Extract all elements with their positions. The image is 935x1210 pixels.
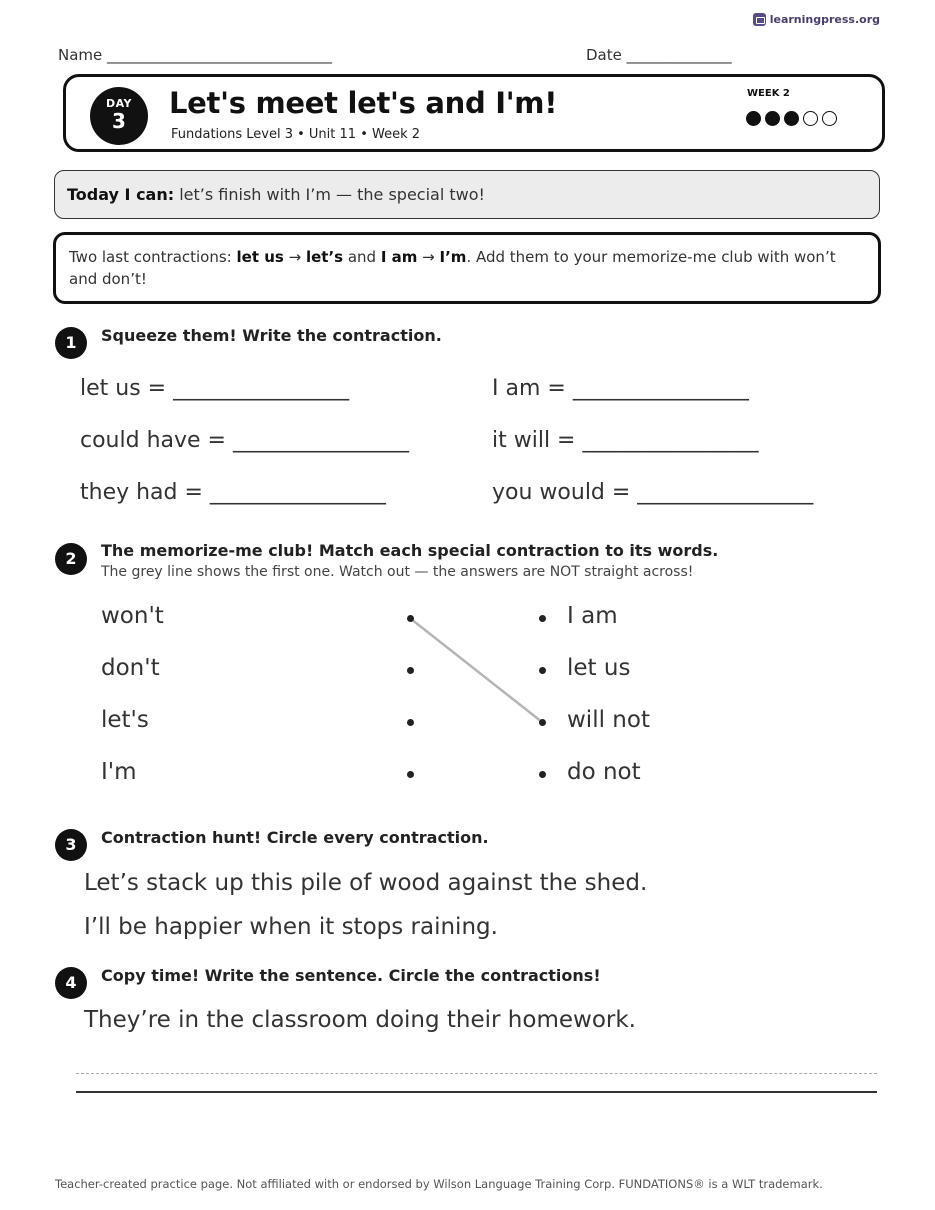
hunt-sentence[interactable]: Let’s stack up this pile of wood against the shed. xyxy=(84,870,648,896)
today-label: Today I can: xyxy=(67,185,175,204)
info-text: Two last contractions: xyxy=(69,248,237,266)
exercise-item[interactable]: it will = ________________ xyxy=(492,428,759,453)
day-number: 3 xyxy=(112,109,126,133)
exercise-item[interactable]: could have = ________________ xyxy=(80,428,409,453)
section-number: 4 xyxy=(55,967,87,999)
page-subtitle: Fundations Level 3 • Unit 11 • Week 2 xyxy=(171,127,421,142)
section-heading: The memorize-me club! Match each special contraction to its words. xyxy=(101,541,719,560)
example-match-line xyxy=(411,619,542,722)
match-left-item: let's xyxy=(101,707,149,733)
info-arrow: → xyxy=(417,248,440,266)
match-left-item: don't xyxy=(101,655,160,681)
info-arrow: → xyxy=(283,248,306,266)
page-title: Let's meet let's and I'm! xyxy=(169,86,558,120)
match-right-item: let us xyxy=(567,655,631,681)
info-bold: let us xyxy=(236,248,284,266)
match-right-dot[interactable] xyxy=(539,615,546,622)
exercise-item[interactable]: you would = ________________ xyxy=(492,480,814,505)
copy-sentence: They’re in the classroom doing their homework. xyxy=(84,1007,636,1033)
match-right-item: do not xyxy=(567,759,641,785)
exercise-item[interactable]: let us = ________________ xyxy=(80,376,350,401)
match-left-dot[interactable] xyxy=(407,771,414,778)
section-subheading: The grey line shows the first one. Watch out — the answers are NOT straight across! xyxy=(101,564,694,580)
match-left-dot[interactable] xyxy=(407,615,414,622)
section-number: 1 xyxy=(55,327,87,359)
section-number: 2 xyxy=(55,543,87,575)
info-text: and xyxy=(343,248,381,266)
section-heading: Squeeze them! Write the contraction. xyxy=(101,326,442,345)
section-number: 3 xyxy=(55,829,87,861)
day-label: DAY xyxy=(105,97,133,110)
today-text: let’s finish with I’m — the special two! xyxy=(174,185,485,204)
match-right-dot[interactable] xyxy=(539,719,546,726)
match-right-dot[interactable] xyxy=(539,667,546,674)
info-bold: I’m xyxy=(439,248,467,266)
info-bold: let’s xyxy=(305,248,344,266)
match-left-dot[interactable] xyxy=(407,667,414,674)
writing-baseline[interactable] xyxy=(76,1091,877,1093)
match-left-item: I'm xyxy=(101,759,137,785)
writing-guide-dashed xyxy=(76,1073,877,1074)
exercise-item[interactable]: they had = ________________ xyxy=(80,480,386,505)
date-field[interactable]: Date ______________ xyxy=(586,46,732,64)
info-bold: I am xyxy=(380,248,418,266)
info-text: . Add them to your memorize-me club with won’t and don’t! xyxy=(69,248,836,288)
brand-name: learningpress.org xyxy=(769,13,880,26)
name-field[interactable]: Name ______________________________ xyxy=(58,46,333,64)
match-left-dot[interactable] xyxy=(407,719,414,726)
footer-disclaimer: Teacher-created practice page. Not affiliated with or endorsed by Wilson Language Training Corp. FUNDATIONS® is a WLT trademark. xyxy=(55,1177,823,1191)
hunt-sentence[interactable]: I’ll be happier when it stops raining. xyxy=(84,914,498,940)
match-right-item: I am xyxy=(567,603,618,629)
week-label: WEEK 2 xyxy=(747,88,790,99)
match-right-dot[interactable] xyxy=(539,771,546,778)
section-heading: Contraction hunt! Circle every contraction. xyxy=(101,828,489,847)
match-left-item: won't xyxy=(101,603,164,629)
section-heading: Copy time! Write the sentence. Circle the contractions! xyxy=(101,966,601,985)
match-right-item: will not xyxy=(567,707,650,733)
exercise-item[interactable]: I am = ________________ xyxy=(492,376,749,401)
